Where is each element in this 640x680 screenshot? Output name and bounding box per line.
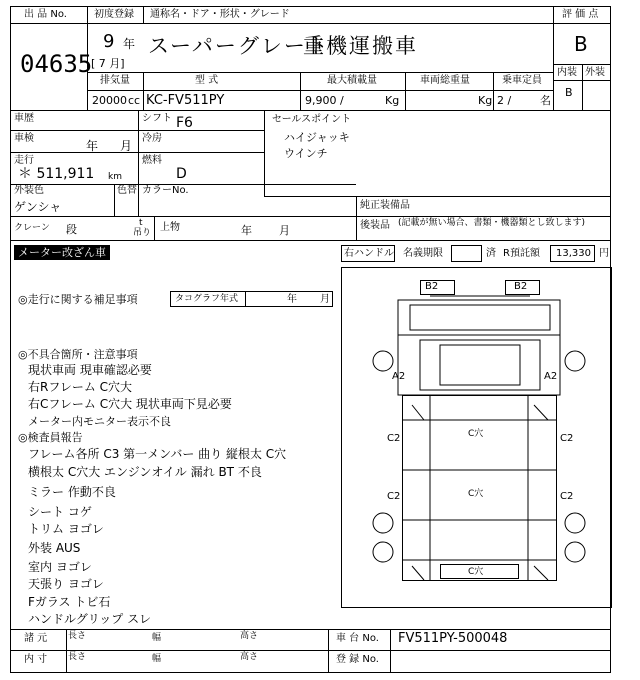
diagram-mark: C2	[387, 491, 401, 502]
gross-weight-unit: Kg	[478, 94, 493, 107]
displacement-label: 排気量	[100, 75, 130, 86]
registration-month: [ 7 月]	[91, 57, 125, 70]
max-load-label: 最大積載量	[327, 75, 377, 86]
mileage-unit: km	[108, 172, 122, 182]
height-label: 高さ	[240, 652, 259, 662]
inspector-item: ミラー 作動不良	[28, 485, 116, 499]
diagram-mark: B2	[514, 281, 528, 292]
tacho-year-unit: 年	[287, 294, 297, 305]
capacity-value: 2 /	[497, 94, 512, 107]
cooler-label: 冷房	[142, 133, 162, 144]
fuel-label: 燃料	[142, 155, 162, 166]
yen-unit: 円	[599, 248, 609, 259]
diagram-mark: C2	[560, 433, 574, 444]
model-label: 型 式	[195, 75, 219, 86]
sales-point-label: セールスポイント	[272, 114, 352, 125]
interior-rating: B	[565, 86, 573, 99]
displacement-unit: cc	[128, 94, 141, 107]
inspection-year-unit: 年	[86, 139, 99, 153]
mileage-value: ＊ 511,911	[18, 166, 95, 182]
diagram-mark: C穴	[468, 489, 484, 499]
lot-label: 出 品 No.	[24, 9, 67, 20]
shift-value: F6	[176, 115, 193, 131]
body-type: 重機運搬車	[303, 34, 418, 58]
crane-hoist: 吊り	[133, 228, 152, 238]
diagram-mark: A2	[544, 371, 558, 382]
registration-year-unit: 年	[123, 37, 136, 51]
registration-label: 初度登録	[94, 9, 134, 20]
tacho-month-unit: 月	[320, 294, 330, 305]
defects-title: ◎不具合箇所・注意事項	[18, 348, 138, 361]
fuel-value: D	[176, 166, 187, 182]
supplement-label: ◎走行に関する補足事項	[18, 293, 138, 306]
inspector-item: 室内 ヨゴレ	[28, 560, 92, 574]
defect-item: 右Cフレーム C穴大 現状車両下見必要	[28, 397, 232, 411]
deck-year-unit: 年	[241, 224, 252, 237]
model-value: KC-FV511PY	[146, 93, 225, 108]
crane-stage: 段	[66, 223, 77, 236]
registration-number-label: 登 録 No.	[336, 654, 379, 665]
chassis-number: FV511PY-500048	[398, 631, 508, 646]
sales-point-item: ウインチ	[284, 147, 328, 160]
inspector-title: ◎検査員報告	[18, 431, 83, 444]
inspector-item: フレーム各所 C3 第一メンバー 曲り 縦根太 C穴	[28, 447, 287, 461]
dims-label: 内 寸	[24, 654, 48, 665]
recycle-amount: 13,330	[556, 248, 591, 259]
diagram-mark: C穴	[468, 429, 484, 439]
inspection-month-unit: 月	[120, 139, 133, 153]
defect-item: 現状車両 現車確認必要	[28, 363, 152, 377]
inspector-item: ハンドルグリップ スレ	[28, 612, 152, 626]
name-grade-label: 通称名・ドア・形状・グレード	[150, 9, 290, 20]
sales-point-item: ハイジャッキ	[284, 131, 350, 144]
diagram-mark: C2	[387, 433, 401, 444]
width-label: 幅	[152, 633, 162, 643]
chassis-label: 車 台 No.	[336, 633, 379, 644]
crane-ton: t	[139, 218, 143, 228]
aftermarket-label: 後装品	[360, 220, 390, 231]
shift-label: シフト	[142, 113, 172, 124]
inspector-item: 外装 AUS	[28, 541, 81, 555]
inspection-label: 車検	[14, 133, 34, 144]
length-label: 長さ	[68, 652, 87, 662]
genuine-equipment-label: 純正装備品	[360, 200, 410, 211]
recycle-prefix: 済	[486, 248, 496, 259]
diagram-mark: C穴	[468, 567, 484, 577]
diagram-mark: B2	[425, 281, 439, 292]
inspector-item: 横根太 C穴大 エンジンオイル 漏れ BT 不良	[28, 465, 262, 479]
color-change-label: 色替	[117, 185, 137, 196]
deck-month-unit: 月	[279, 224, 290, 237]
meter-tamper-badge: メーター改ざん車	[14, 245, 110, 260]
aftermarket-note: (記載が無い場合、書類・機器類とし致します)	[398, 218, 586, 228]
exterior-color-value: ゲンシャ	[14, 200, 62, 214]
interior-label: 内装	[557, 67, 577, 78]
capacity-label: 乗車定員	[502, 75, 542, 86]
overall-rating: B	[574, 32, 588, 56]
inspector-item: Fガラス トビ石	[28, 595, 111, 609]
diagram-mark: A2	[392, 371, 406, 382]
max-load-unit: Kg	[385, 94, 400, 107]
width-label: 幅	[152, 654, 162, 664]
inspector-item: 天張り ヨゴレ	[28, 577, 104, 591]
color-code-label: カラーNo.	[142, 185, 189, 196]
spec-label: 諸 元	[24, 633, 48, 644]
defect-item: メーター内モニター表示不良	[28, 415, 171, 428]
displacement-value: 20000	[92, 94, 127, 107]
diagram-mark: C2	[560, 491, 574, 502]
history-label: 車歴	[14, 113, 34, 124]
registration-year: 9	[103, 31, 115, 52]
inspector-item: トリム ヨゴレ	[28, 522, 104, 536]
rating-label: 評 価 点	[562, 9, 599, 20]
gross-weight-label: 車両総重量	[420, 75, 470, 86]
capacity-unit: 名	[540, 94, 551, 107]
lot-number: 04635	[20, 50, 93, 78]
exterior-color-label: 外装色	[14, 185, 44, 196]
length-label: 長さ	[68, 631, 87, 641]
mileage-label: 走行	[14, 155, 34, 166]
grade-name: スーパーグレート	[148, 34, 330, 58]
crane-label: クレーン	[14, 223, 50, 233]
recycle-label: R預託額	[503, 248, 540, 259]
tacho-label: タコグラフ年式	[175, 294, 239, 304]
height-label: 高さ	[240, 631, 259, 641]
defect-item: 右Rフレーム C穴大	[28, 380, 133, 394]
max-load-value: 9,900 /	[305, 94, 344, 107]
inspector-item: シート コゲ	[28, 505, 92, 519]
right-handle-label: 右ハンドル	[344, 248, 394, 259]
name-change-label: 名義期限	[403, 248, 443, 259]
deck-label: 上物	[160, 222, 180, 233]
exterior-label: 外装	[585, 67, 605, 78]
